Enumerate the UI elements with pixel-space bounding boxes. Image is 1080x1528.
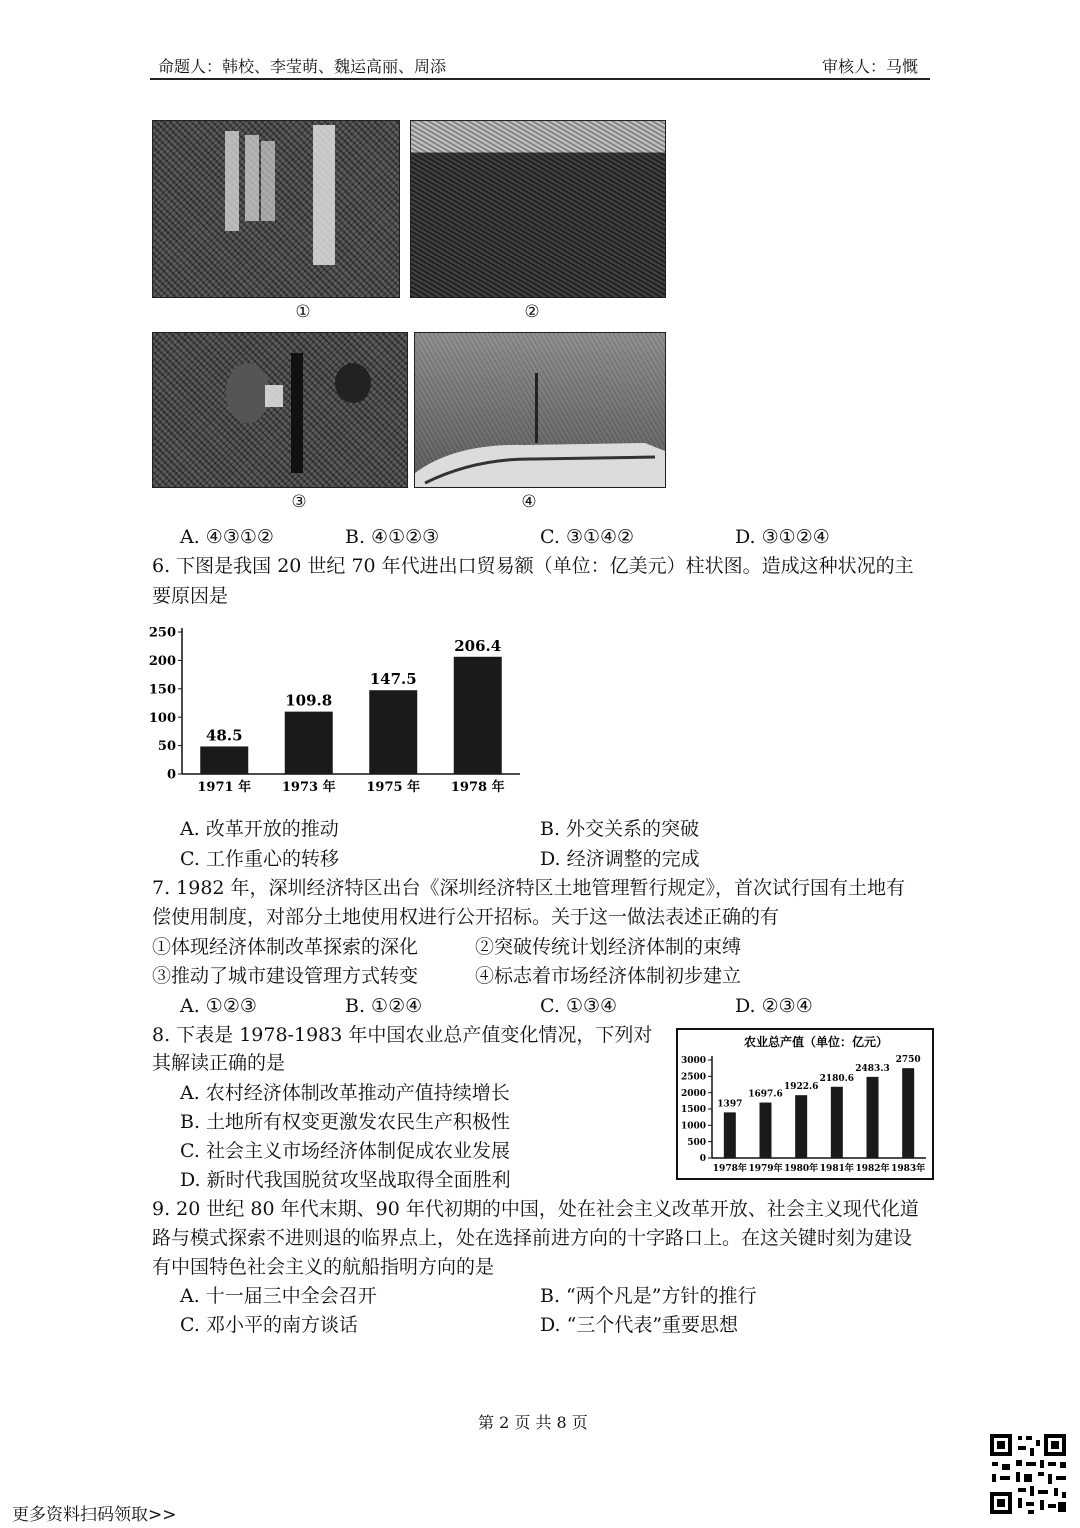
page-number: 第 2 页 共 8 页 (478, 1413, 588, 1432)
header-authors: 命题人：韩校、李莹萌、魏运高丽、周添 (158, 57, 447, 76)
trade-bar-chart (140, 622, 540, 804)
y-tick-label: 2500 (680, 1072, 706, 1083)
q7-item-3: ③推动了城市建设管理方式转变 (152, 965, 419, 987)
y-tick-label: 100 (148, 710, 176, 726)
y-tick-label: 0 (166, 767, 176, 783)
x-tick-label: 1973 年 (281, 780, 336, 795)
photo-2 (410, 120, 666, 298)
y-tick-label: 150 (148, 682, 176, 698)
q5-option-c: C. ③①④② (540, 526, 635, 548)
q8-option-d: D. 新时代我国脱贫攻坚战取得全面胜利 (180, 1169, 511, 1191)
q6-stem-line2: 要原因是 (152, 585, 229, 607)
q8-stem-line1: 8. 下表是 1978-1983 年中国农业总产值变化情况，下列对 (152, 1024, 653, 1046)
data-label: 2483.3 (855, 1063, 890, 1074)
q7-item-1: ①体现经济体制改革探索的深化 (152, 936, 419, 958)
x-tick-label: 1975 年 (366, 780, 421, 795)
data-label: 1922.6 (783, 1082, 819, 1093)
photo-1 (152, 120, 400, 298)
header-rule (150, 78, 930, 80)
q6-option-b: B. 外交关系的突破 (540, 818, 700, 840)
q7-option-d: D. ②③④ (735, 995, 813, 1017)
y-tick-label: 0 (699, 1154, 706, 1165)
bar (760, 1103, 772, 1158)
data-label: 206.4 (454, 636, 502, 655)
x-tick-label: 1982年 (855, 1164, 890, 1174)
y-tick-label: 200 (148, 653, 176, 669)
bar (369, 690, 417, 774)
agri-output-chart (676, 1028, 934, 1180)
x-tick-label: 1979年 (748, 1164, 783, 1174)
q9-stem-line3: 有中国特色社会主义的航船指明方向的是 (152, 1256, 495, 1278)
x-tick-label: 1983年 (891, 1164, 926, 1174)
photo-3-label: ③ (291, 492, 307, 512)
q9-stem-line2: 路与模式探索不进则退的临界点上，处在选择前进方向的十字路口上。在这关键时刻为建设 (152, 1227, 913, 1249)
y-tick-label: 500 (687, 1137, 706, 1148)
data-label: 48.5 (205, 726, 243, 745)
bar (795, 1095, 807, 1158)
q5-option-d: D. ③①②④ (735, 526, 830, 548)
q9-option-b: B. “两个凡是”方针的推行 (540, 1285, 757, 1307)
photo-2-label: ② (524, 302, 540, 322)
header-reviewer: 审核人：马慨 (822, 57, 919, 76)
bar (285, 712, 333, 774)
q7-option-c: C. ①③④ (540, 995, 618, 1017)
data-label: 109.8 (285, 691, 333, 710)
bar (724, 1112, 736, 1158)
x-tick-label: 1980年 (784, 1164, 819, 1174)
bar (867, 1077, 879, 1158)
q6-stem-line1: 6. 下图是我国 20 世纪 70 年代进出口贸易额（单位：亿美元）柱状图。造成这种状况的主 (152, 555, 914, 577)
q7-item-4: ④标志着市场经济体制初步建立 (475, 965, 742, 987)
q9-option-d: D. “三个代表”重要思想 (540, 1314, 739, 1336)
photo-1-banners (153, 121, 399, 297)
q7-item-2: ②突破传统计划经济体制的束缚 (475, 936, 742, 958)
x-tick-label: 1981年 (819, 1164, 854, 1174)
x-tick-label: 1971 年 (197, 780, 252, 795)
data-label: 2180.6 (819, 1073, 855, 1084)
q6-option-a: A. 改革开放的推动 (180, 818, 339, 840)
q9-stem-line1: 9. 20 世纪 80 年代末期、90 年代初期的中国，处在社会主义改革开放、社会主义现代化道 (152, 1198, 919, 1220)
y-tick-label: 2000 (680, 1088, 706, 1099)
q9-option-c: C. 邓小平的南方谈话 (180, 1314, 358, 1336)
qr-code-icon[interactable] (988, 1432, 1068, 1516)
q6-option-c: C. 工作重心的转移 (180, 848, 339, 870)
photo-1-label: ① (295, 302, 311, 322)
x-tick-label: 1978 年 (450, 780, 505, 795)
q5-option-b: B. ④①②③ (345, 526, 440, 548)
photo-3 (152, 332, 408, 488)
bar (200, 746, 248, 774)
q6-option-d: D. 经济调整的完成 (540, 848, 700, 870)
y-tick-label: 1000 (680, 1121, 706, 1132)
y-tick-label: 3000 (680, 1056, 706, 1067)
q8-stem-line2: 其解读正确的是 (152, 1052, 286, 1074)
x-tick-label: 1978年 (712, 1164, 747, 1174)
photo-4 (414, 332, 666, 488)
bar (902, 1068, 914, 1158)
data-label: 1397 (717, 1099, 743, 1110)
y-tick-label: 250 (148, 625, 176, 641)
q7-option-b: B. ①②④ (345, 995, 423, 1017)
bar (454, 657, 502, 774)
q5-option-a: A. ④③①② (180, 526, 274, 548)
q8-option-a: A. 农村经济体制改革推动产值持续增长 (180, 1082, 510, 1104)
photo-4-train (415, 333, 665, 487)
data-label: 147.5 (369, 670, 417, 689)
y-tick-label: 50 (157, 739, 176, 755)
photo-4-label: ④ (521, 492, 537, 512)
q7-stem-line1: 7. 1982 年，深圳经济特区出台《深圳经济特区土地管理暂行规定》，首次试行国有土地有 (152, 877, 906, 899)
q8-option-c: C. 社会主义市场经济体制促成农业发展 (180, 1140, 510, 1162)
photo-3-figures (153, 333, 407, 487)
q8-option-b: B. 土地所有权变更激发农民生产积极性 (180, 1111, 511, 1133)
more-resources-link[interactable]: 更多资料扫码领取>> (12, 1505, 177, 1525)
q7-option-a: A. ①②③ (180, 995, 257, 1017)
data-label: 2750 (895, 1055, 921, 1066)
bar (831, 1087, 843, 1158)
data-label: 1697.6 (748, 1089, 783, 1100)
y-tick-label: 1500 (680, 1105, 706, 1116)
q9-option-a: A. 十一届三中全会召开 (180, 1285, 377, 1307)
q7-stem-line2: 偿使用制度，对部分土地使用权进行公开招标。关于这一做法表述正确的有 (152, 906, 780, 928)
chart-title: 农业总产值（单位：亿元） (743, 1035, 889, 1049)
